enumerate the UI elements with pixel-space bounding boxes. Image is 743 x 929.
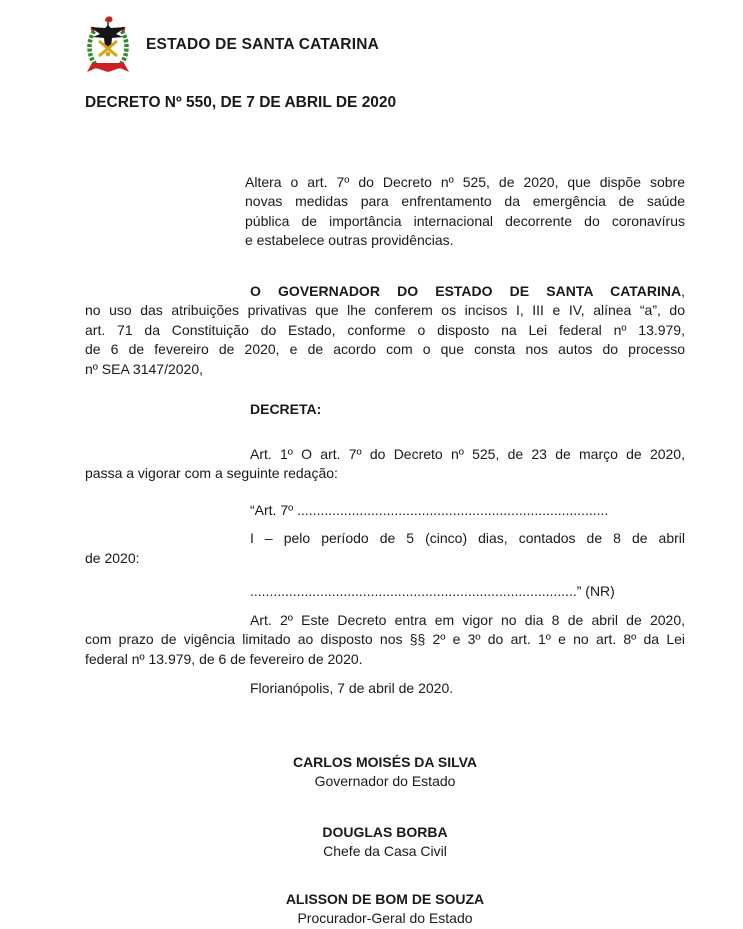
article-1-line: passa a vigorar com a seguinte redação:: [85, 465, 338, 481]
signature-name: CARLOS MOISÉS DA SILVA: [292, 753, 478, 770]
document-header: [85, 14, 685, 76]
place-date-line: Florianópolis, 7 de abril de 2020.: [250, 680, 454, 696]
signature-block: [85, 823, 685, 862]
summary-line: Altera o art. 7º do Decreto nº 525, de 2020, que dispõe sobre: [245, 173, 685, 190]
signature-name: DOUGLAS BORBA: [322, 823, 448, 840]
article-1-line: Art. 1º O art. 7º do Decreto nº 525, de 23 de março de 2020,: [250, 445, 685, 462]
preamble-line: no uso das atribuições privativas que lhe conferem os incisos I, III e IV, alínea “a”, do: [85, 302, 685, 318]
signature-role: Procurador-Geral do Estado: [297, 910, 473, 926]
summary-line: e estabelece outras providências.: [245, 232, 454, 248]
quoted-article-7-prefix: “Art. 7º: [250, 501, 298, 518]
org-name: ESTADO DE SANTA CATARINA: [146, 36, 379, 54]
decree-title: DECRETO Nº 550, DE 7 DE ABRIL DE 2020: [85, 94, 397, 111]
dotted-leader: ................................................................................: [297, 501, 609, 518]
preamble-line: nº SEA 3147/2020,: [85, 360, 203, 377]
decree-summary: [245, 173, 685, 251]
signature-block: [85, 890, 685, 929]
quoted-item-i: [85, 529, 685, 568]
quoted-closing-line: [85, 582, 685, 602]
quoted-item-i-line: I – pelo período de 5 (cinco) dias, contados de 8 de abril: [250, 530, 685, 546]
nr-marker: ” (NR): [576, 583, 615, 599]
summary-line: novas medidas para enfrentamento da emergência de saúde: [245, 193, 685, 209]
decreta-heading: DECRETA:: [250, 401, 322, 417]
preamble-line: [85, 282, 685, 302]
preamble-line: art. 71 da Constituição do Estado, conforme o disposto na Lei federal nº 13.979,: [85, 321, 685, 338]
article-1: [85, 445, 685, 484]
article-2-line: federal nº 13.979, de 6 de fevereiro de 2020.: [85, 650, 363, 667]
quoted-article-7-line: [85, 501, 685, 521]
article-2: [85, 611, 685, 670]
signature-section: [85, 753, 685, 929]
preamble-paragraph: [85, 282, 685, 380]
article-2-line: com prazo de vigência limitado ao disposto nos §§ 2º e 3º do art. 1º e no art. 8º da Lei: [85, 631, 685, 647]
signature-role: Chefe da Casa Civil: [323, 843, 447, 859]
article-2-line: Art. 2º Este Decreto entra em vigor no dia 8 de abril de 2020,: [250, 611, 685, 628]
signature-block: [85, 753, 685, 792]
summary-line: pública de importância internacional decorrente do coronavírus: [245, 212, 685, 229]
state-coat-of-arms-icon: [85, 14, 131, 76]
preamble-comma: ,: [681, 282, 685, 299]
governor-heading: O GOVERNADOR DO ESTADO DE SANTA CATARINA: [250, 282, 682, 299]
signature-name: ALISSON DE BOM DE SOUZA: [285, 890, 485, 907]
quoted-item-i-line: de 2020:: [85, 549, 140, 566]
signature-role: Governador do Estado: [314, 773, 456, 789]
preamble-line: de 6 de fevereiro de 2020, e de acordo com o que consta nos autos do processo: [85, 341, 685, 357]
dotted-leader: ....................................................................................: [250, 583, 577, 599]
